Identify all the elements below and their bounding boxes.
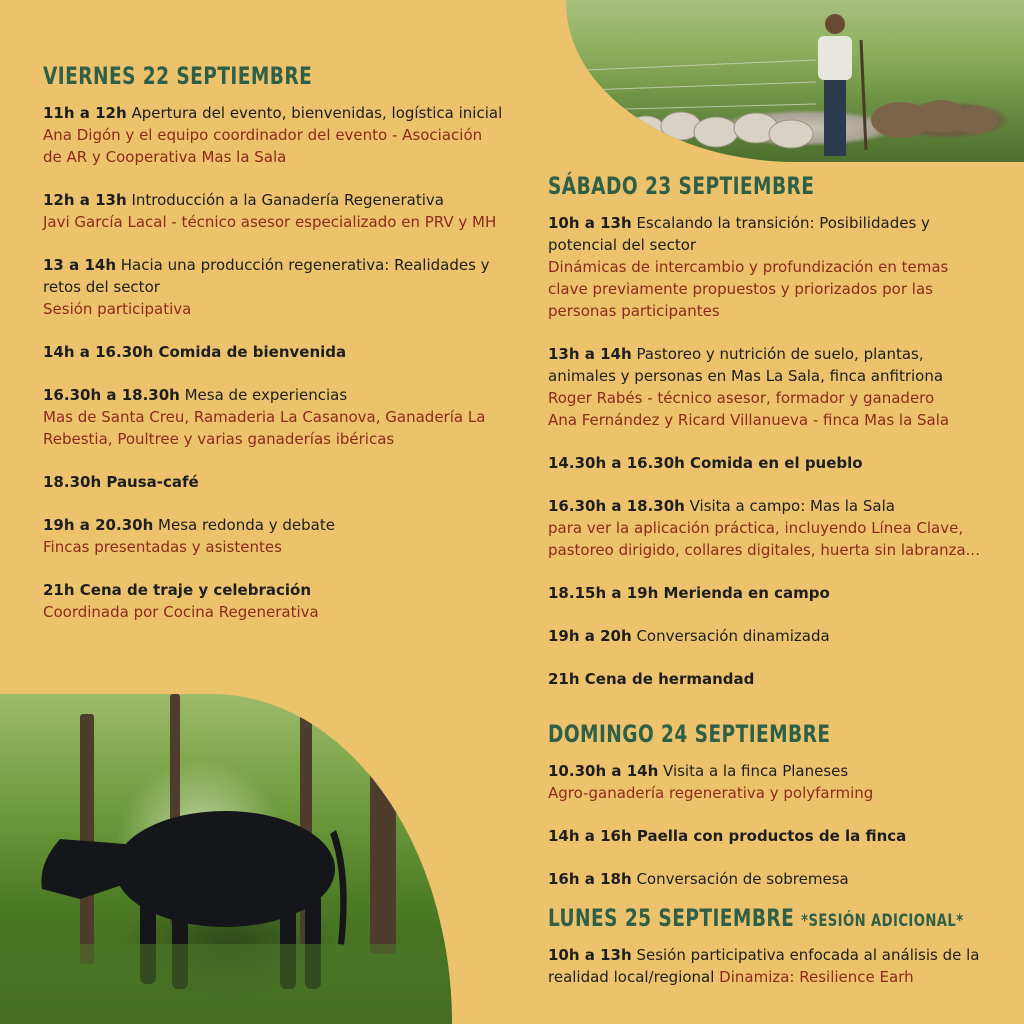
schedule-item — [548, 343, 988, 431]
schedule-friday — [43, 62, 503, 644]
item-title: Pastoreo y nutrición de suelo, plantas, animales y personas en Mas La Sala, finca anfitriona — [548, 345, 944, 385]
item-time: 11h a 12h — [43, 104, 127, 122]
item-title: Escalando la transición: Posibilidades y potencial del sector — [548, 214, 930, 254]
day-heading-saturday: SÁBADO 23 SEPTIEMBRE — [548, 172, 815, 200]
item-time: 14h a 16.30h Comida de bienvenida — [43, 343, 347, 361]
item-time: 19h a 20.30h — [43, 516, 154, 534]
item-title: Visita a campo: Mas la Sala — [684, 497, 895, 515]
item-title: Sesión participativa enfocada al análisis de la realidad local/regional — [548, 946, 980, 986]
schedule-item — [548, 495, 988, 561]
item-description: Coordinada por Cocina Regenerativa — [43, 603, 319, 621]
item-description: Dinámicas de intercambio y profundización en temas clave previamente propuestos y priorizados por las personas participantes — [548, 258, 949, 320]
cow-illustration — [0, 694, 452, 1024]
additional-session-tag: *SESIÓN ADICIONAL* — [801, 911, 964, 931]
item-time: 18.15h a 19h Merienda en campo — [548, 584, 830, 602]
schedule-item — [548, 625, 988, 647]
item-title: Mesa redonda y debate — [153, 516, 335, 534]
item-title: Hacia una producción regenerativa: Realidades y retos del sector — [43, 256, 490, 296]
item-time: 14h a 16h Paella con productos de la finca — [548, 827, 907, 845]
item-time: 18.30h Pausa-café — [43, 473, 199, 491]
item-time: 14.30h a 16.30h Comida en el pueblo — [548, 454, 863, 472]
item-time: 13 a 14h — [43, 256, 116, 274]
item-time: 13h a 14h — [548, 345, 632, 363]
item-time: 12h a 13h — [43, 191, 127, 209]
schedule-weekend — [548, 172, 988, 1009]
item-title: Mesa de experiencias — [179, 386, 348, 404]
item-time: 16.30h a 18.30h — [548, 497, 685, 515]
item-description: Mas de Santa Creu, Ramaderia La Casanova, Ganadería La Rebestia, Poultree y varias ganaderías ibéricas — [43, 408, 486, 448]
day-heading-friday: VIERNES 22 SEPTIEMBRE — [43, 62, 313, 90]
schedule-item — [43, 254, 503, 320]
schedule-item — [43, 384, 503, 450]
monday-heading-text: LUNES 25 SEPTIEMBRE — [548, 904, 795, 932]
schedule-item — [43, 579, 503, 623]
item-description: Javi García Lacal - técnico asesor especializado en PRV y MH — [43, 213, 497, 231]
item-time: 16h a 18h — [548, 870, 632, 888]
item-title: Introducción a la Ganadería Regenerativa — [126, 191, 444, 209]
schedule-item — [43, 471, 503, 493]
schedule-item — [548, 452, 988, 474]
item-description: Roger Rabés - técnico asesor, formador y ganadero — [548, 389, 935, 407]
item-description-secondary: Ana Fernández y Ricard Villanueva - finca Mas la Sala — [548, 411, 950, 429]
schedule-item — [43, 189, 503, 233]
item-description: Dinamiza: Resilience Earh — [719, 968, 914, 986]
item-time: 16.30h a 18.30h — [43, 386, 180, 404]
photo-cow-forest — [0, 694, 452, 1024]
item-description: Fincas presentadas y asistentes — [43, 538, 282, 556]
schedule-item — [548, 868, 988, 890]
schedule-item — [43, 341, 503, 363]
item-time: 10h a 13h — [548, 946, 632, 964]
item-description: Sesión participativa — [43, 300, 192, 318]
item-description: Agro-ganadería regenerativa y polyfarming — [548, 784, 874, 802]
day-heading-monday — [548, 904, 964, 932]
item-description: para ver la aplicación práctica, incluyendo Línea Clave, pastoreo dirigido, collares digitales, huerta sin labranza... — [548, 519, 980, 559]
item-title: Visita a la finca Planeses — [658, 762, 849, 780]
schedule-item — [43, 102, 503, 168]
item-title: Conversación dinamizada — [631, 627, 830, 645]
schedule-item — [43, 514, 503, 558]
schedule-item — [548, 944, 988, 988]
schedule-item — [548, 582, 988, 604]
photo-farmer-sheep — [566, 0, 1024, 162]
item-time: 10h a 13h — [548, 214, 632, 232]
item-time: 21h Cena de hermandad — [548, 670, 755, 688]
schedule-item — [548, 668, 988, 690]
item-time: 19h a 20h — [548, 627, 632, 645]
day-heading-sunday: DOMINGO 24 SEPTIEMBRE — [548, 720, 831, 748]
farmer-sheep-illustration — [566, 0, 1024, 162]
schedule-item — [548, 825, 988, 847]
item-time: 21h Cena de traje y celebración — [43, 581, 311, 599]
item-title: Conversación de sobremesa — [631, 870, 849, 888]
schedule-item — [548, 212, 988, 322]
item-title: Apertura del evento, bienvenidas, logística inicial — [126, 104, 503, 122]
schedule-item — [548, 760, 988, 804]
item-description: Ana Digón y el equipo coordinador del evento - Asociación de AR y Cooperativa Mas la Sala — [43, 126, 483, 166]
item-time: 10.30h a 14h — [548, 762, 659, 780]
